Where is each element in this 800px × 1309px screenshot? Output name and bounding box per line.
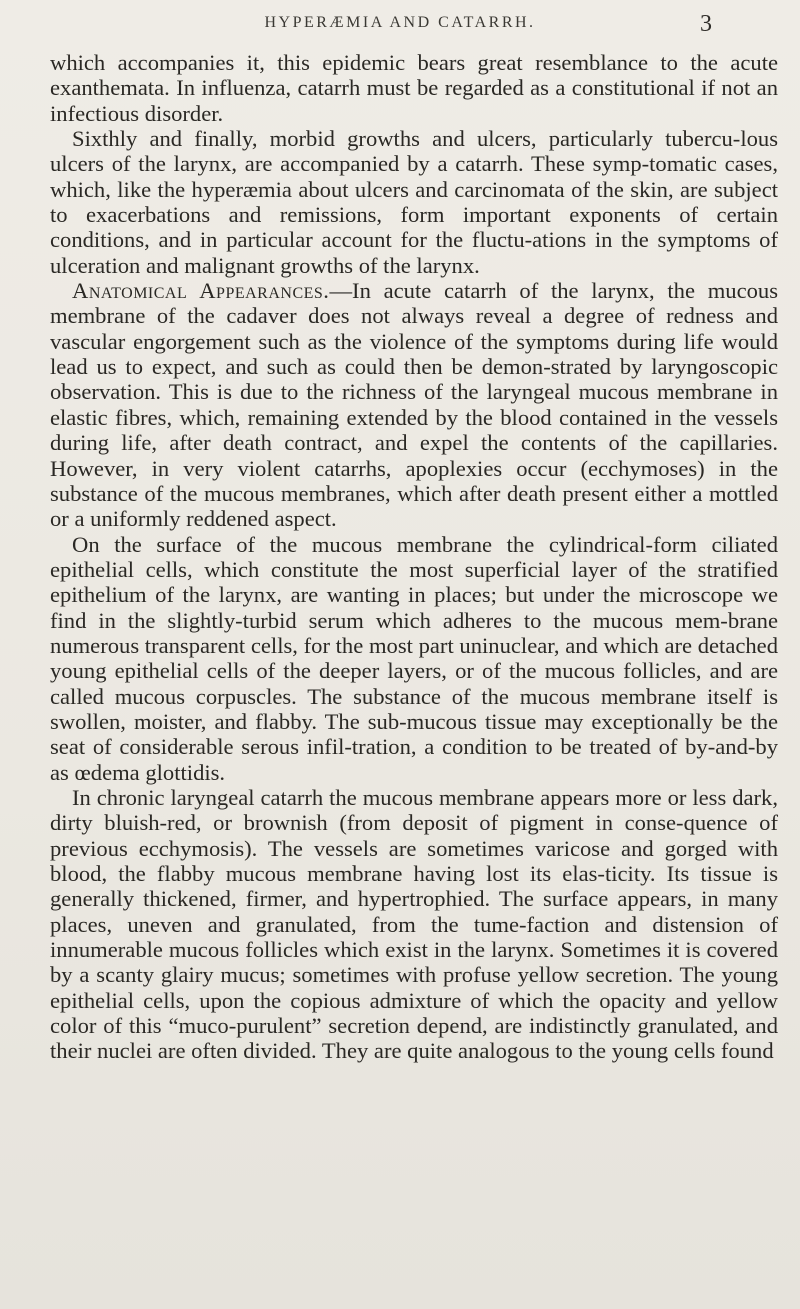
paragraph-2 <box>50 126 778 278</box>
page-number: 3 <box>700 11 712 37</box>
paragraph-3 <box>50 278 778 531</box>
paragraph-text: —In acute catarrh of the larynx, the mucous membrane of the cadaver does not always reveal a degree of redness and vascular engorgement such as the violence of the symptoms during life would lead us to expect, and such as could then be demon-strated by laryngoscopic observation. This is due to the richness of the laryngeal mucous membrane in elastic fibres, which, remaining extended by the blood contained in the vessels during life, after death contract, and expel the contents of the capillaries. However, in very violent catarrhs, apoplexies occur (ecchymoses) in the substance of the mucous membranes, which after death present either a mottled or a uniformly reddened aspect. <box>50 278 778 532</box>
paragraph-text: In chronic laryngeal catarrh the mucous membrane appears more or less dark, dirty bluish-red, or brownish (from deposit of pigment in conse-quence of previous ecchymosis). The vessels are sometimes varicose and gorged with blood, the flabby mucous membrane having lost its elas-ticity. Its tissue is generally thickened, firmer, and hypertrophied. The surface appears, in many places, uneven and granulated, from the tume-faction and distension of innumerable mucous follicles which exist in the larynx. Sometimes it is covered by a scanty glairy mucus; sometimes with profuse yellow secretion. The young epithelial cells, upon the copious admixture of which the opacity and yellow color of this “muco-purulent” secretion depend, are indistinctly granulated, and their nuclei are often divided. They are quite analogous to the young cells found <box>50 784 778 1064</box>
paragraph-4 <box>50 532 778 785</box>
paragraph-text: which accompanies it, this epidemic bears great resemblance to the acute exanthemata. In influenza, catarrh must be regarded as a constitutional if not an infectious disorder. <box>50 50 778 126</box>
running-head <box>90 11 712 38</box>
paragraph-text: Sixthly and finally, morbid growths and ulcers, particularly tubercu-lous ulcers of the larynx, are accompanied by a catarrh. These symp-tomatic cases, which, like the hyperæmia about ulcers and carcinomata of the skin, are subject to exacerbations and remissions, form important exponents of certain conditions, and in particular account for the fluctu-ations in the symptoms of ulceration and malignant growths of the larynx. <box>50 126 778 278</box>
paragraph-text: On the surface of the mucous membrane the cylindrical-form ciliated epithelial cells, which constitute the most superficial layer of the stratified epithelium of the larynx, are wanting in places; but under the microscope we find in the slightly-turbid serum which adheres to the mucous mem-brane numerous transparent cells, for the most part uninuclear, and which are detached young epithelial cells of the deeper layers, or of the mucous follicles, and are called mucous corpuscles. The substance of the mucous membrane itself is swollen, moister, and flabby. The sub-mucous tissue may exceptionally be the seat of considerable serous infil-tration, a condition to be treated of by-and-by as œdema glottidis. <box>50 531 778 785</box>
paragraph-1 <box>50 50 778 126</box>
running-title: HYPERÆMIA AND CATARRH. <box>264 14 536 31</box>
paragraph-5 <box>50 785 778 1064</box>
section-lead-heading: Anatomical Appearances. <box>72 278 330 304</box>
body-text <box>50 50 778 1064</box>
